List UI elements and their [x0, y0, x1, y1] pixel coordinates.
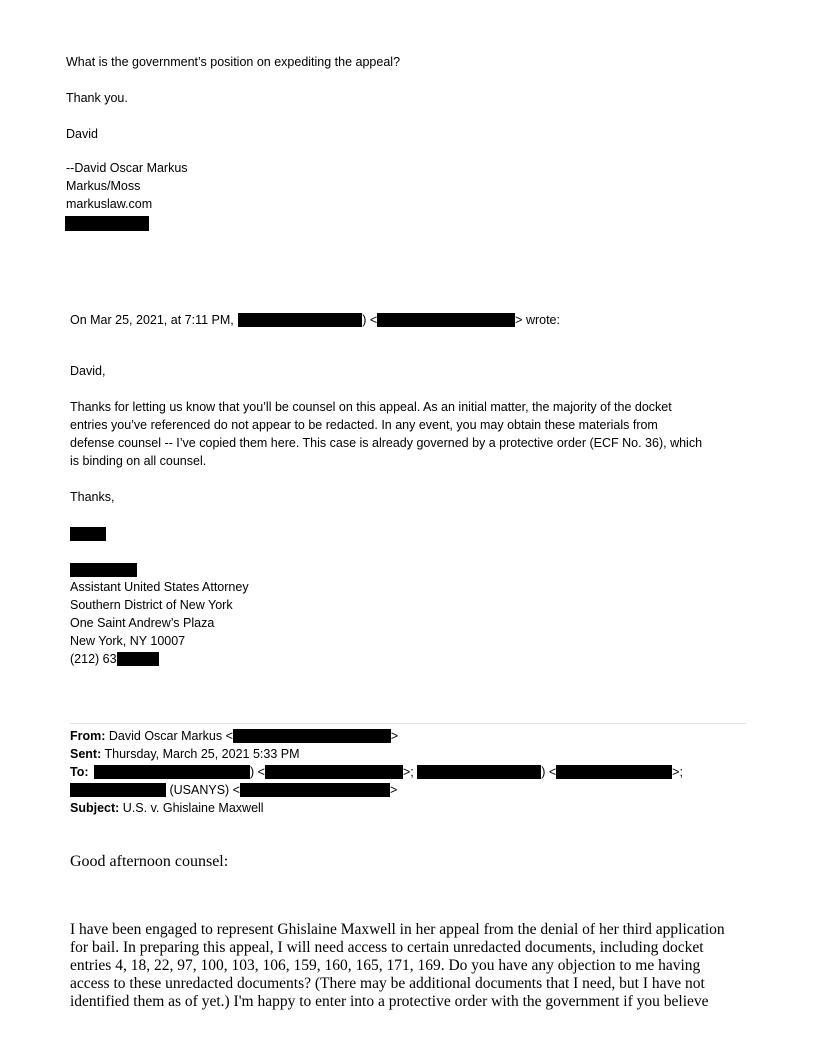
- to-usanys: (USANYS) <: [169, 783, 240, 797]
- subject-value: U.S. v. Ghislaine Maxwell: [122, 801, 264, 815]
- to-part-3: ) <: [541, 765, 557, 779]
- sent-label: Sent:: [70, 747, 102, 761]
- header-separator: [70, 723, 746, 724]
- sent-line: [70, 745, 300, 763]
- reply-header-mid: ) <: [362, 313, 378, 327]
- to-line-2: [70, 781, 397, 799]
- from-value: David Oscar Markus <: [108, 729, 233, 743]
- original-line-2: for bail. In preparing this appeal, I will need access to certain unredacted documents, including docket: [70, 939, 704, 956]
- expedite-question: What is the government’s position on expediting the appeal?: [66, 55, 401, 69]
- to-part-4: >;: [672, 765, 683, 779]
- redaction-sender-email: [377, 313, 515, 327]
- reply-line-4: is binding on all counsel.: [70, 454, 207, 468]
- original-line-5: identified them as of yet.) I'm happy to enter into a protective order with the government if you believe: [70, 993, 709, 1010]
- reply-line-1: Thanks for letting us know that you’ll be counsel on this appeal. As an initial matter, the majority of the docket: [70, 400, 672, 414]
- ausa-phone: [70, 650, 159, 668]
- redaction-signer-first: [70, 527, 106, 541]
- signature-name: --David Oscar Markus: [66, 161, 188, 175]
- ausa-phone-prefix: (212) 63: [70, 652, 117, 666]
- redaction-to-name-2: [417, 765, 541, 779]
- to-part-1: ) <: [250, 765, 265, 779]
- signature-firm: Markus/Moss: [66, 179, 141, 193]
- ausa-title: Assistant United States Attorney: [70, 580, 249, 594]
- original-greeting: Good afternoon counsel:: [70, 853, 229, 870]
- redaction-phone: [65, 216, 149, 231]
- to-part-2: >;: [402, 765, 414, 779]
- reply-line-2: entries you’ve referenced do not appear to be redacted. In any event, you may obtain these materials from: [70, 418, 658, 432]
- reply-header-suffix: > wrote:: [515, 313, 560, 327]
- subject-line: [70, 799, 264, 817]
- redaction-to-email-3: [240, 783, 390, 797]
- to-label: To:: [70, 765, 89, 779]
- thank-you-line: Thank you.: [66, 91, 128, 105]
- redaction-to-name-1: [94, 765, 250, 779]
- original-line-4: access to these unredacted documents? (There may be additional documents that I need, but I have not: [70, 975, 705, 992]
- original-line-3: entries 4, 18, 22, 97, 100, 103, 106, 159, 160, 165, 171, 169. Do you have any objection to me having: [70, 957, 701, 974]
- redaction-signer-full: [70, 563, 137, 577]
- redaction-to-name-3: [70, 783, 166, 797]
- reply-greeting: David,: [70, 364, 106, 378]
- ausa-address-1: One Saint Andrew’s Plaza: [70, 616, 215, 630]
- sign-name: David: [66, 127, 98, 141]
- subject-label: Subject:: [70, 801, 120, 815]
- original-line-1: I have been engaged to represent Ghislaine Maxwell in her appeal from the denial of her third application: [70, 921, 725, 938]
- redaction-ausa-phone: [117, 652, 159, 666]
- signature-website: markuslaw.com: [66, 197, 153, 211]
- redaction-from-email: [233, 729, 391, 743]
- reply-closing: Thanks,: [70, 490, 115, 504]
- to-end: >: [390, 783, 398, 797]
- to-line: [70, 763, 683, 781]
- ausa-address-2: New York, NY 10007: [70, 634, 186, 648]
- from-line: [70, 727, 398, 745]
- sent-value: Thursday, March 25, 2021 5:33 PM: [104, 747, 300, 761]
- reply-line-3: defense counsel -- I’ve copied them here. This case is already governed by a protective order (ECF No. 36), which: [70, 436, 703, 450]
- redaction-sender-name: [238, 313, 362, 327]
- redaction-to-email-1: [265, 765, 403, 779]
- from-end: >: [390, 729, 399, 743]
- reply-header: [70, 311, 560, 329]
- ausa-district: Southern District of New York: [70, 598, 233, 612]
- reply-header-prefix: On Mar 25, 2021, at 7:11 PM,: [70, 313, 234, 327]
- redaction-to-email-2: [556, 765, 672, 779]
- from-label: From:: [70, 729, 106, 743]
